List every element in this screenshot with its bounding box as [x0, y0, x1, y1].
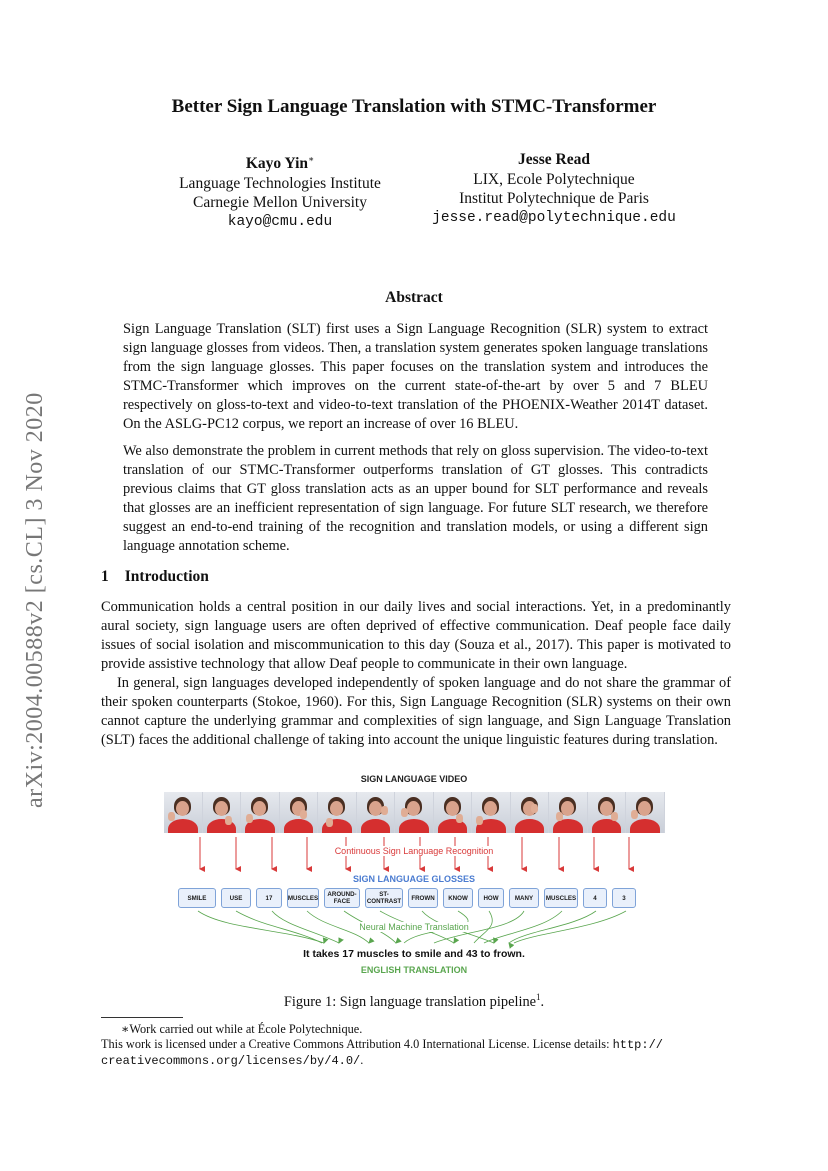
video-frame [472, 792, 511, 833]
figure-caption: Figure 1: Sign language translation pipeline$^1$. [283, 992, 545, 1010]
video-frame [318, 792, 357, 833]
recognition-label: Continuous Sign Language Recognition [334, 846, 494, 856]
author-affiliation: Institut Polytechnique de Paris [459, 190, 649, 207]
section-number: 1 [101, 568, 109, 585]
video-frame [434, 792, 473, 833]
author-affiliation: LIX, Ecole Polytechnique [473, 170, 635, 188]
author-email[interactable]: jesse.read@polytechnique.edu [432, 209, 676, 226]
video-frame [395, 792, 434, 833]
author-affiliation: Language Technologies Institute [179, 174, 381, 192]
gloss-box: 3 [612, 888, 636, 908]
gloss-box: MANY [509, 888, 539, 908]
video-frame [164, 792, 203, 833]
gloss-box: FROWN [408, 888, 438, 908]
license-url[interactable]: http:// [612, 1038, 663, 1052]
gloss-box: ST- CONTRAST [365, 888, 403, 908]
gloss-box: MUSCLES [287, 888, 319, 908]
gloss-sequence [178, 888, 640, 910]
license-url[interactable]: creativecommons.org/licenses/by/4.0/ [101, 1054, 361, 1068]
abstract-paragraph: Sign Language Translation (SLT) first uses a Sign Language Recognition (SLR) system to extract sign language glosses from videos. Then, a translation system generates spoken language translations from the sign language glosses. This paper focuses on the translation system and introduces the STMC-Transformer which improves on the current state-of-the-art by over 5 and 7 BLEU respectively on gloss-to-text and video-to-text translation of the PHOENIX-Weather 2014T dataset. On the ASLG-PC12 corpus, we report an increase of over 16 BLEU. [123, 321, 708, 432]
abstract-heading: Abstract [385, 289, 443, 306]
video-frame [549, 792, 588, 833]
english-translation-label: ENGLISH TRANSLATION [360, 965, 468, 975]
footnote-license: This work is licensed under a Creative Commons Attribution 4.0 International License. License details: http:// creativecommons.org/licenses/by/4.0/. [101, 1037, 663, 1068]
video-frame [203, 792, 242, 833]
abstract-paragraph: We also demonstrate the problem in current methods that rely on gloss supervision. The video-to-text translation of our STMC-Transformer outperforms translation of GT glosses. This contradicts previous claims that GT gloss translation acts as an upper bound for SLT performance and reveals that glosses are an inefficient representation of sign language. For future SLT research, we therefore suggest an end-to-end training of the recognition and translation models, or using a different sign language annotation scheme. [123, 443, 708, 554]
video-frame-strip [164, 792, 665, 833]
output-sentence: It takes 17 muscles to smile and 43 to frown. [303, 948, 525, 960]
gloss-box: USE [221, 888, 251, 908]
gloss-box: HOW [478, 888, 504, 908]
body-paragraph: In general, sign languages developed independently of spoken language and do not share the grammar of their spoken counterparts (Stokoe, 1960). For this, Sign Language Recognition (SLR) systems on their own cannot capture the underlying grammar and complexities of sign language, and Sign Language Translation (SLT) faces the additional challenge of taking into account the unique linguistic features during translation. [101, 675, 731, 748]
author-block-1 [130, 150, 430, 232]
video-frame [588, 792, 627, 833]
gloss-box: SMILE [178, 888, 216, 908]
video-frame [241, 792, 280, 833]
figure-video-label: SIGN LANGUAGE VIDEO [360, 774, 468, 784]
author-name: Jesse Read [518, 151, 590, 168]
gloss-box: AROUND- FACE [324, 888, 360, 908]
section-heading [101, 568, 209, 586]
author-name: Kayo Yin∗ [245, 154, 315, 173]
video-frame [357, 792, 396, 833]
translation-label: Neural Machine Translation [359, 922, 469, 932]
video-frame [511, 792, 550, 833]
video-frame [626, 792, 665, 833]
author-affiliation: Carnegie Mellon University [193, 194, 367, 212]
footnote: ∗Work carried out while at École Polytechnique. [121, 1022, 363, 1036]
author-block-2 [404, 150, 704, 228]
section-title: Introduction [124, 568, 209, 585]
author-email[interactable]: kayo@cmu.edu [227, 213, 333, 230]
gloss-box: MUSCLES [544, 888, 578, 908]
arxiv-identifier: arXiv:2004.00588v2 [cs.CL] 3 Nov 2020 [22, 392, 48, 808]
footnote-rule [101, 1017, 183, 1018]
gloss-box: 4 [583, 888, 607, 908]
paper-title: Better Sign Language Translation with STMC-Transformer [171, 96, 657, 117]
gloss-box: 17 [256, 888, 282, 908]
video-frame [280, 792, 319, 833]
gloss-label: SIGN LANGUAGE GLOSSES [352, 874, 475, 884]
body-paragraph: Communication holds a central position in our daily lives and social interactions. Yet, in a predominantly aural society, sign language users are often deprived of effective communication. Deaf people face daily issues of social isolation and miscommunication to this day (Souza et al., 2017). This paper is motivated to provide assistive technology that allow Deaf people to communicate in their own language. [101, 599, 731, 672]
gloss-box: KNOW [443, 888, 473, 908]
